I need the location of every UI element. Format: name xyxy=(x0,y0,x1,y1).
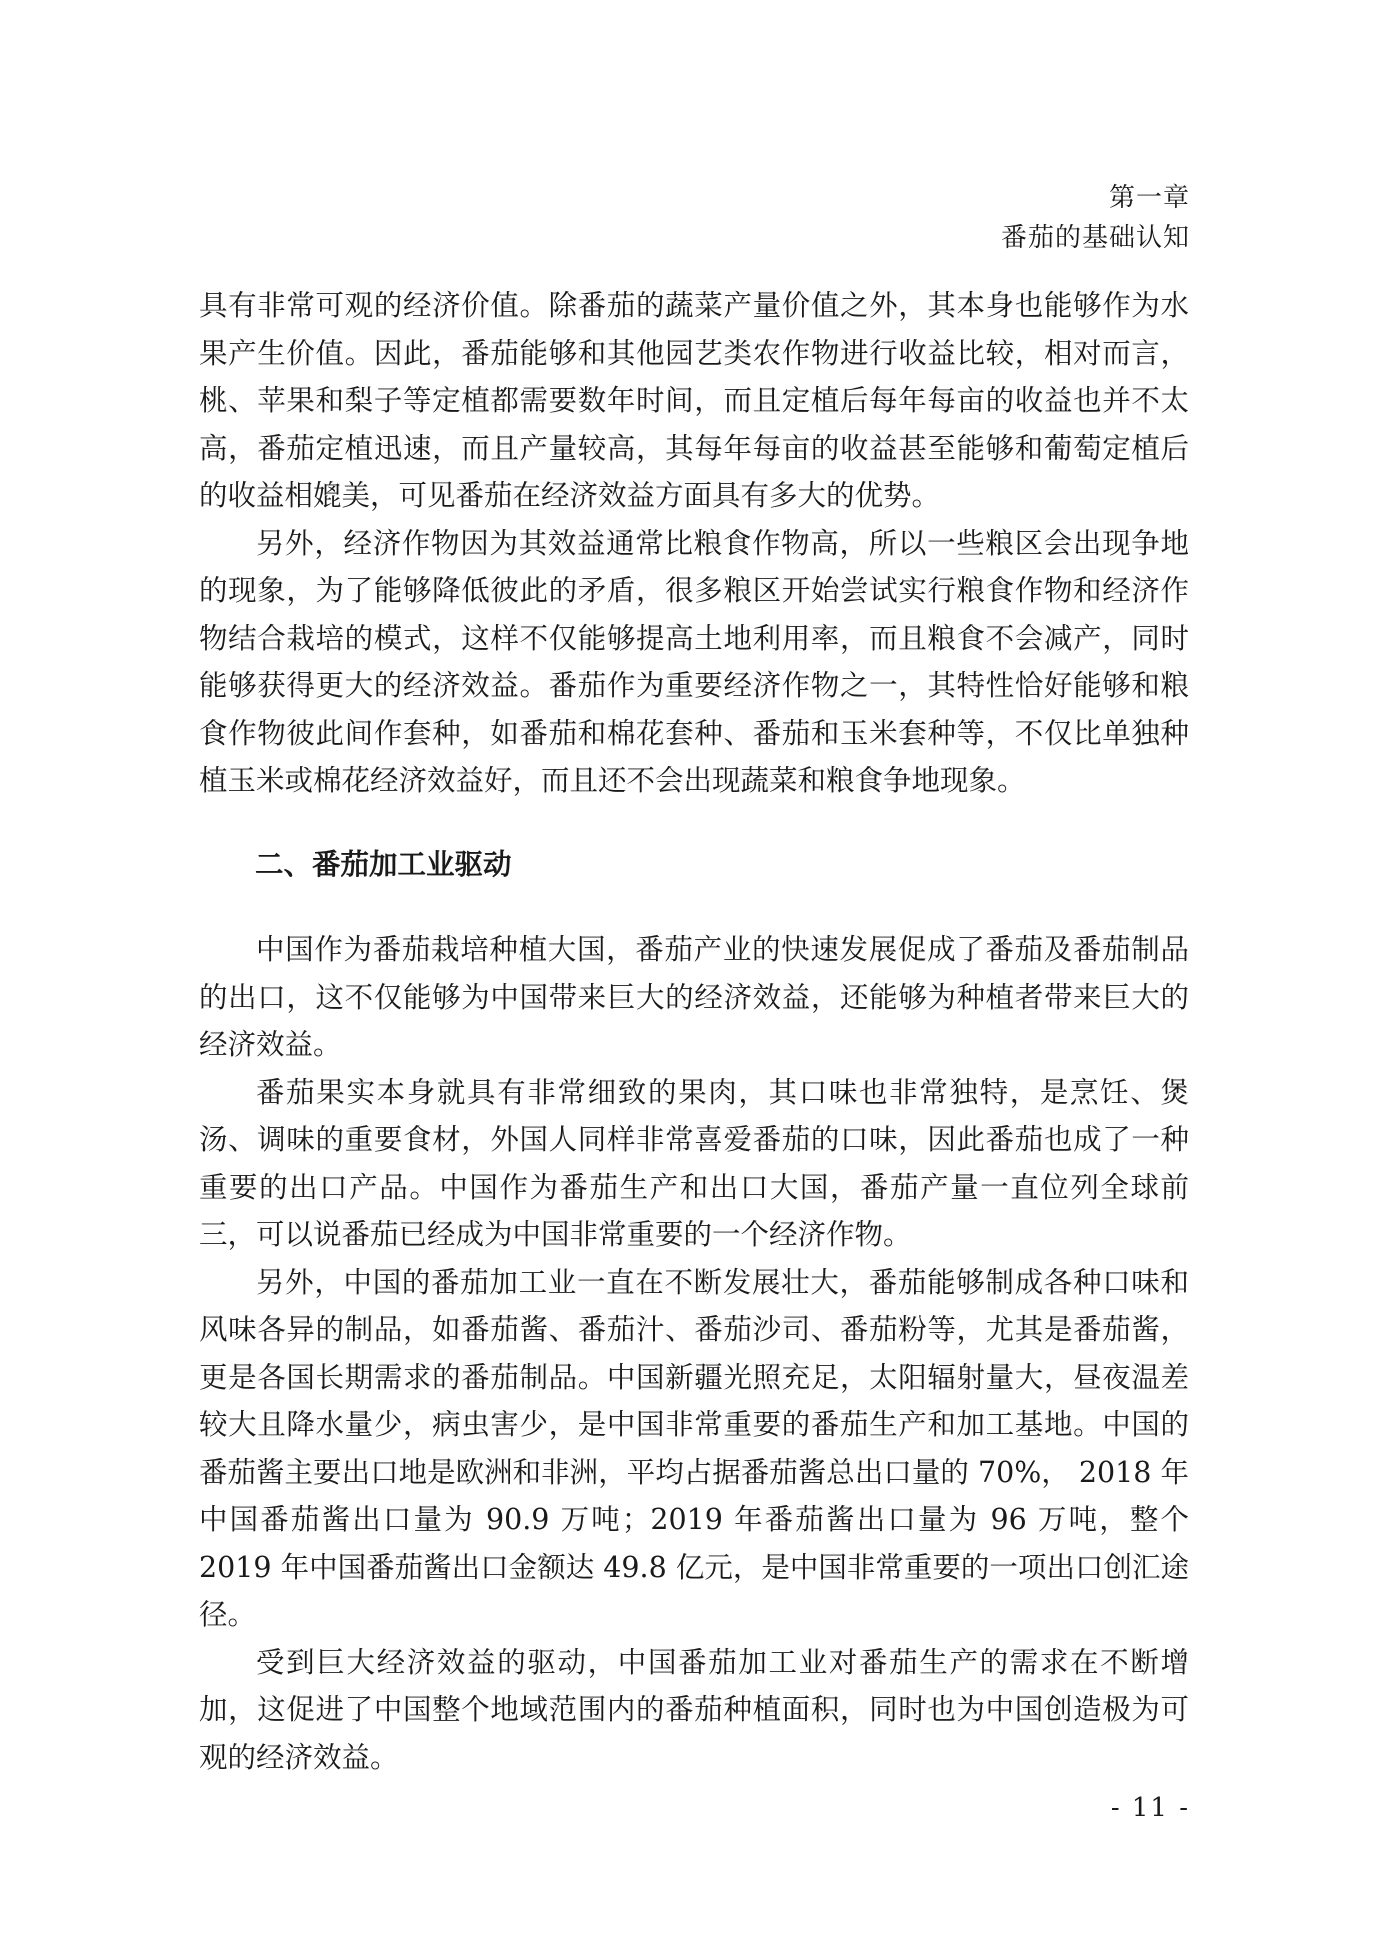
chapter-label: 第一章 xyxy=(1108,183,1190,213)
section-heading: 二、番茄加工业驱动 xyxy=(255,847,512,881)
paragraph: 中国作为番茄栽培种植大国，番茄产业的快速发展促成了番茄及番茄制品的出口，这不仅能够为中国带来巨大的经济效益，还能够为种植者带来巨大的经济效益。 xyxy=(199,933,1189,1061)
body-text xyxy=(199,282,1189,1781)
page-number: - 11 - xyxy=(1110,1793,1190,1823)
paragraph: 另外，经济作物因为其效益通常比粮食作物高，所以一些粮区会出现争地的现象，为了能够降低彼此的矛盾，很多粮区开始尝试实行粮食作物和经济作物结合栽培的模式，这样不仅能够提高土地利用率，而且粮食不会减产，同时能够获得更大的经济效益。番茄作为重要经济作物之一，其特性恰好能够和粮食作物彼此间作套种，如番茄和棉花套种、番茄和玉米套种等，不仅比单独种植玉米或棉花经济效益好，而且还不会出现蔬菜和粮食争地现象。 xyxy=(199,526,1189,797)
chapter-title: 番茄的基础认知 xyxy=(1000,223,1190,253)
paragraph: 番茄果实本身就具有非常细致的果肉，其口味也非常独特，是烹饪、煲汤、调味的重要食材，外国人同样非常喜爱番茄的口味，因此番茄也成了一种重要的出口产品。中国作为番茄生产和出口大国，番茄产量一直位列全球前三，可以说番茄已经成为中国非常重要的一个经济作物。 xyxy=(199,1075,1189,1251)
running-head xyxy=(1001,178,1190,258)
paragraph: 具有非常可观的经济价值。除番茄的蔬菜产量价值之外，其本身也能够作为水果产生价值。因此，番茄能够和其他园艺类农作物进行收益比较，相对而言，桃、苹果和梨子等定植都需要数年时间，而且定植后每年每亩的收益也并不太高，番茄定植迅速，而且产量较高，其每年每亩的收益甚至能够和葡萄定植后的收益相媲美，可见番茄在经济效益方面具有多大的优势。 xyxy=(199,289,1189,512)
paragraph: 另外，中国的番茄加工业一直在不断发展壮大，番茄能够制成各种口味和风味各异的制品，如番茄酱、番茄汁、番茄沙司、番茄粉等，尤其是番茄酱，更是各国长期需求的番茄制品。中国新疆光照充足，太阳辐射量大，昼夜温差较大且降水量少，病虫害少，是中国非常重要的番茄生产和加工基地。中国的番茄酱主要出口地是欧洲和非洲，平均占据番茄酱总出口量的 70%， 2018 年中国番茄酱出口量为 90.9 万吨；2019 年番茄酱出口量为 96 万吨，整个 2019 年中国番茄酱出口金额达 49.8 亿元，是中国非常重要的一项出口创汇途径。 xyxy=(199,1265,1189,1631)
paragraph: 受到巨大经济效益的驱动，中国番茄加工业对番茄生产的需求在不断增加，这促进了中国整个地域范围内的番茄种植面积，同时也为中国创造极为可观的经济效益。 xyxy=(199,1645,1189,1774)
